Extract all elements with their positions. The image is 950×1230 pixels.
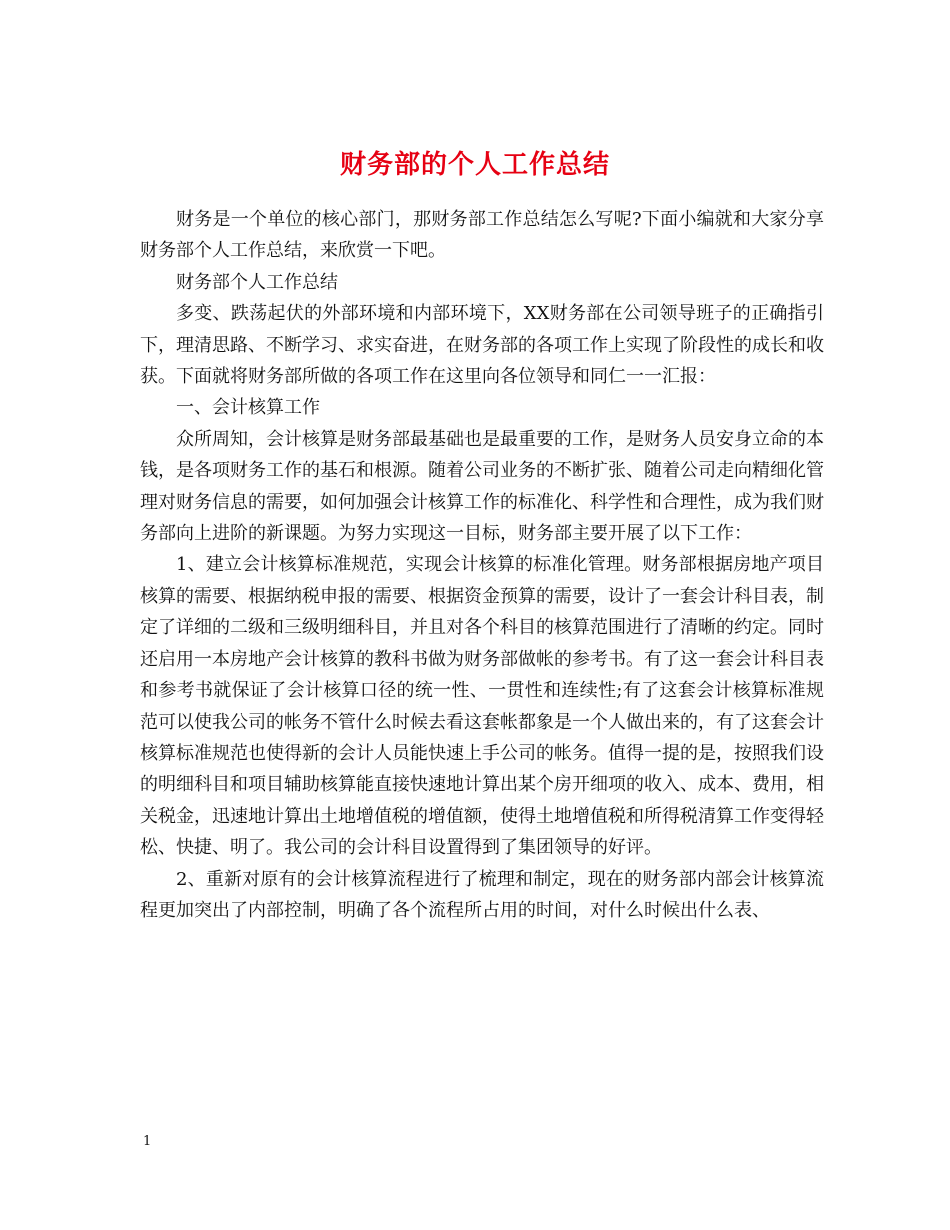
section-heading-accounting: 一、会计核算工作 [176, 397, 320, 419]
paragraph-item-2: 2、重新对原有的会计核算流程进行了梳理和制定，现在的财务部内部会计核算流程更加突出了内部控制，明确了各个流程所占用的时间，对什么时候出什么表、 [140, 868, 824, 921]
document-title: 财务部的个人工作总结 [339, 150, 610, 181]
paragraph-overview: 多变、跌荡起伏的外部环境和内部环境下，XX财务部在公司领导班子的正确指引下，理清思路、不断学习、求实奋进，在财务部的各项工作上实现了阶段性的成长和收获。下面就将财务部所做的各项工作在这里向各位领导和同仁一一汇报： [140, 303, 824, 388]
paragraph-item-1: 1、建立会计核算标准规范，实现会计核算的标准化管理。财务部根据房地产项目核算的需要、根据纳税申报的需要、根据资金预算的需要，设计了一套会计科目表，制定了详细的二级和三级明细科目，并且对各个科目的核算范围进行了清晰的约定。同时还启用一本房地产会计核算的教科书做为财务部做帐的参考书。有了这一套会计科目表和参考书就保证了会计核算口径的统一性、一贯性和连续性;有了这套会计核算标准规范可以使我公司的帐务不管什么时候去看这套帐都象是一个人做出来的，有了这套会计核算标准规范也使得新的会计人员能快速上手公司的帐务。值得一提的是，按照我们设的明细科目和项目辅助核算能直接快速地计算出某个房开细项的收入、成本、费用，相关税金，迅速地计算出土地增值税的增值额，使得土地增值税和所得税清算工作变得轻松、快捷、明了。我公司的会计科目设置得到了集团领导的好评。 [140, 554, 824, 859]
page-number: 1 [143, 1134, 152, 1149]
paragraph-accounting: 众所周知，会计核算是财务部最基础也是最重要的工作，是财务人员安身立命的本钱，是各项财务工作的基石和根源。随着公司业务的不断扩张、随着公司走向精细化管理对财务信息的需要，如何加强会计核算工作的标准化、科学性和合理性，成为我们财务部向上进阶的新课题。为努力实现这一目标，财务部主要开展了以下工作： [140, 428, 824, 545]
document-body [140, 204, 824, 926]
paragraph-subtitle: 财务部个人工作总结 [176, 271, 338, 293]
paragraph-intro: 财务是一个单位的核心部门，那财务部工作总结怎么写呢?下面小编就和大家分享财务部个人工作总结，来欣赏一下吧。 [140, 209, 824, 262]
